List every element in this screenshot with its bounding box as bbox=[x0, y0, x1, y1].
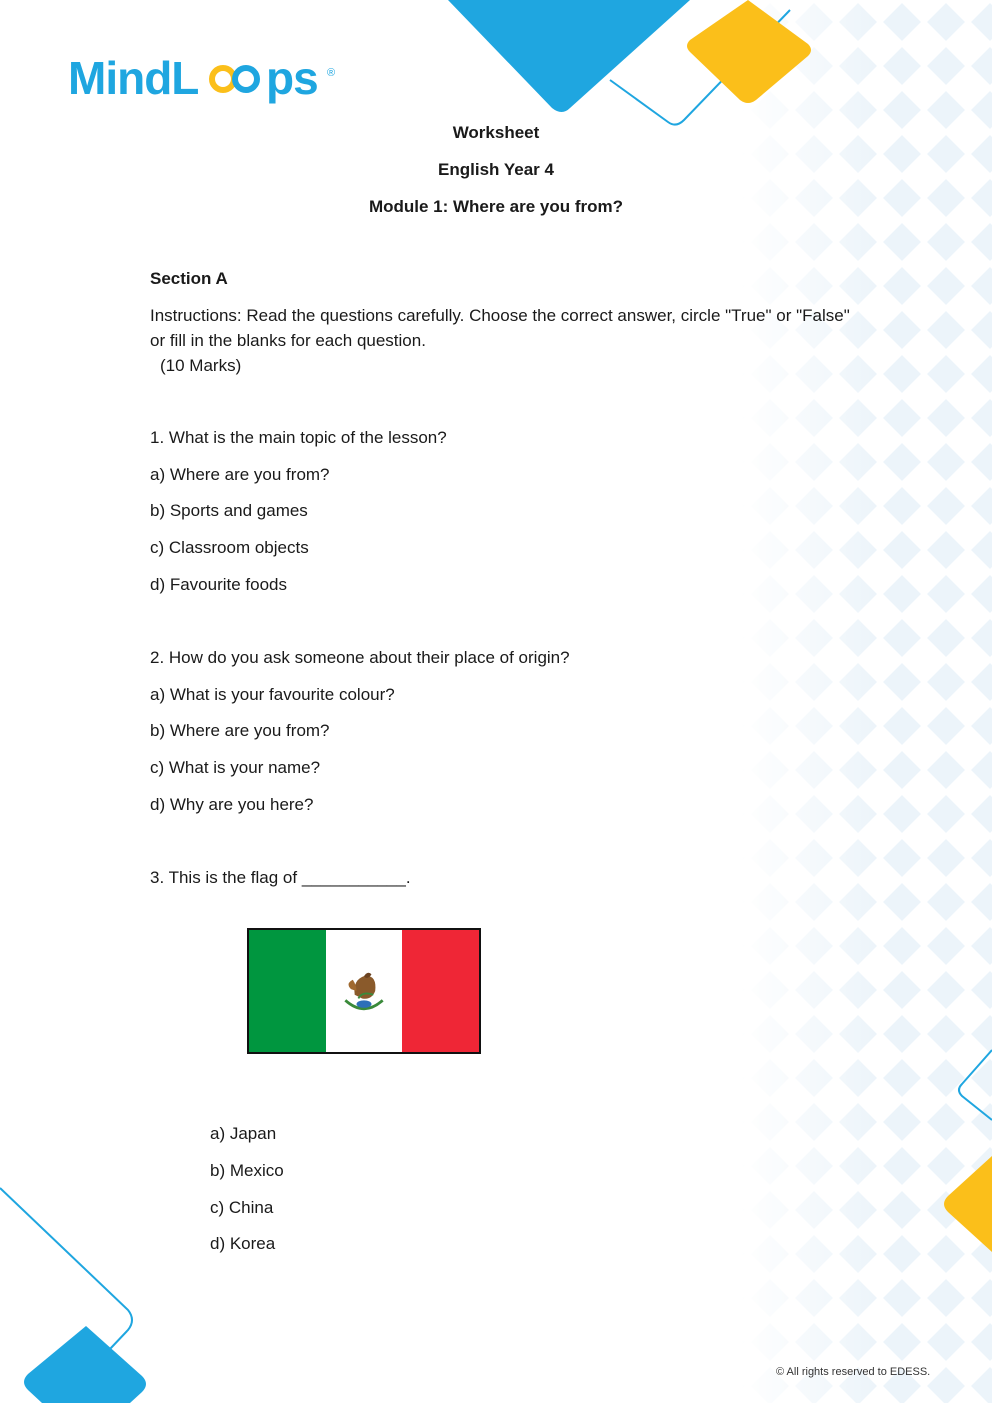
svg-text:ps: ps bbox=[266, 52, 318, 104]
marks-label: (10 Marks) bbox=[160, 356, 242, 375]
worksheet-title: Worksheet bbox=[452, 123, 540, 142]
section-title: Section A bbox=[150, 269, 228, 288]
question-3: 3. This is the flag of ___________. bbox=[150, 868, 411, 887]
question-1: 1. What is the main topic of the lesson? bbox=[150, 428, 447, 447]
question-2-option-d: d) Why are you here? bbox=[150, 795, 314, 814]
bottom-blue-shape bbox=[24, 1326, 146, 1403]
question-2-option-c: c) What is your name? bbox=[150, 758, 321, 777]
module-title: Module 1: Where are you from? bbox=[368, 197, 624, 216]
flag-white-band bbox=[326, 930, 403, 1052]
question-1-option-b: b) Sports and games bbox=[150, 501, 308, 520]
copyright-footer: © All rights reserved to EDESS. bbox=[776, 1366, 931, 1378]
eagle-emblem-icon bbox=[336, 963, 392, 1019]
question-3-option-b: b) Mexico bbox=[210, 1161, 284, 1180]
mexico-flag bbox=[247, 928, 481, 1054]
subject-title: English Year 4 bbox=[438, 160, 554, 179]
question-2: 2. How do you ask someone about their place of origin? bbox=[150, 648, 570, 667]
flag-red-band bbox=[402, 930, 479, 1052]
question-3-option-a: a) Japan bbox=[210, 1124, 277, 1143]
question-1-option-c: c) Classroom objects bbox=[150, 538, 309, 557]
instructions bbox=[150, 303, 850, 378]
question-3-option-c: c) China bbox=[210, 1198, 274, 1217]
question-2-option-b: b) Where are you from? bbox=[150, 721, 330, 740]
question-3-option-d: d) Korea bbox=[210, 1234, 276, 1253]
question-1-option-a: a) Where are you from? bbox=[150, 465, 330, 484]
instructions-text: Instructions: Read the questions carefully. Choose the correct answer, circle "True" or "False" or fill in the blanks for each question. bbox=[150, 306, 850, 350]
svg-text:®: ® bbox=[327, 67, 336, 79]
question-1-option-d: d) Favourite foods bbox=[150, 575, 288, 594]
svg-text:MindL: MindL bbox=[68, 52, 199, 104]
flag-green-band bbox=[249, 930, 326, 1052]
question-2-option-a: a) What is your favourite colour? bbox=[150, 685, 395, 704]
top-blue-shape bbox=[448, 0, 690, 112]
mindloops-logo bbox=[68, 52, 340, 114]
